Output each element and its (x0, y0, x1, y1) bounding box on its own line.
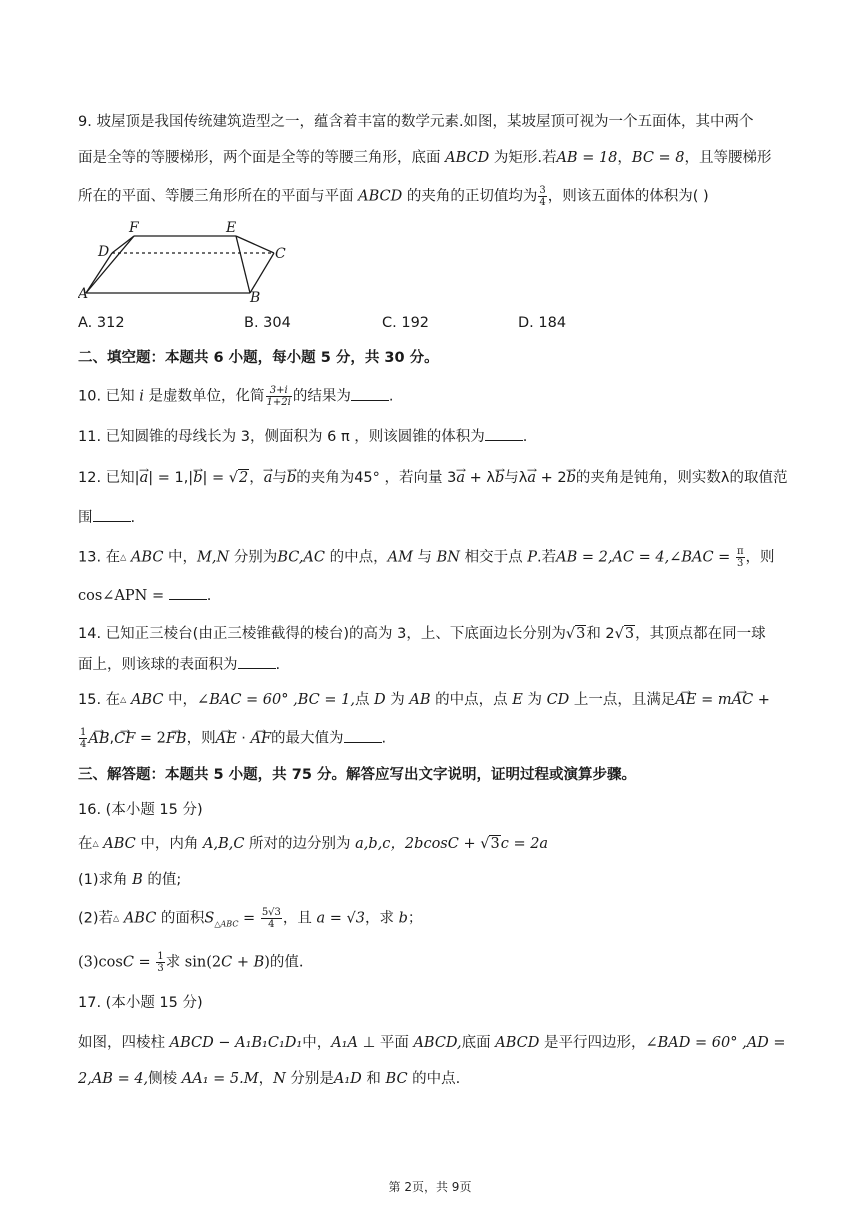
q16-c-3: C (221, 954, 233, 971)
q16-acond: a = √3 (316, 910, 366, 927)
q16-l1e: + (458, 836, 481, 852)
q16-part1 (78, 870, 786, 890)
q15-vec-ac: → AC (732, 692, 754, 708)
q17-l1b: 中， (302, 1035, 332, 1051)
q9-bc-value: BC = 8 (631, 150, 685, 166)
q16-c-2: C (122, 954, 134, 971)
q13-pi: π (736, 546, 744, 557)
label-a: A (78, 286, 89, 302)
q15-plus: + (753, 692, 770, 708)
q10-num: 3+i (266, 385, 292, 397)
q16-cos-fraction (156, 951, 164, 974)
q17-l2d: ， (258, 1071, 274, 1087)
q10-post: 的结果为 (292, 388, 351, 405)
q17-l2c: AA₁ = 5.M (181, 1071, 259, 1087)
q16-p2a: (2)若 (78, 910, 114, 927)
q9-text-3b: 的夹角的正切值均为 (406, 188, 538, 205)
q15-eq2: = 2 (135, 730, 166, 747)
triangle-icon: △ (120, 552, 127, 562)
q16-b-2: B (253, 954, 265, 971)
q13-mid3: 的中点， (329, 549, 388, 566)
q15-mid2: 点 (354, 692, 370, 708)
label-f: F (129, 220, 139, 236)
q15-then: ，则 (186, 730, 216, 747)
q10-end: . (388, 388, 394, 405)
q9-abcd: ABCD (445, 150, 490, 166)
q13-abc: ABC (130, 549, 164, 566)
option-c: C. 192 (382, 315, 430, 331)
label-d: D (98, 244, 110, 260)
q13-p: P (527, 549, 537, 566)
q15-end: . (381, 730, 387, 747)
q17-line2 (78, 1069, 786, 1089)
q16-l1a: 在 (78, 836, 93, 852)
q15-mid4: 的中点，点 (435, 692, 508, 708)
q15-e: E (512, 692, 523, 708)
q16-p3a: (3)cos (78, 954, 123, 971)
q12-vec-a4: → a (527, 470, 536, 486)
q16-area-fraction (261, 907, 282, 930)
q16-p3d: + (232, 954, 254, 971)
q15-fraction (79, 727, 87, 750)
q16-part2 (78, 907, 786, 934)
q15-vec-af: → AF (250, 731, 271, 747)
edge-af (86, 236, 134, 293)
q10-fraction (266, 385, 292, 408)
q17-l2b: 侧棱 (148, 1071, 178, 1087)
q12-blank (93, 507, 131, 522)
q16-l1c: 所对的边分别为 (249, 836, 351, 852)
q9-fraction (538, 185, 546, 208)
q11 (78, 426, 786, 447)
q14-and: 和 2 (586, 626, 615, 642)
q9-text-2c: ，且等腰梯形 (684, 150, 772, 166)
q15-vec-fb: → FB (166, 731, 187, 747)
q16-b: B (132, 872, 143, 888)
q16-p3c: 求 sin(2 (165, 954, 222, 971)
q9-ab-value: AB = 18 (556, 150, 618, 166)
label-e: E (226, 220, 237, 236)
q16-l1d: ，2bcos (390, 836, 448, 852)
q15-vec-ae2: → AE (216, 731, 237, 747)
q14-sqrt-3a: 3 (576, 626, 586, 642)
q15-mid5: 为 (527, 692, 542, 708)
q15-d: D (374, 692, 386, 708)
q14-line2 (78, 654, 786, 675)
q10 (78, 385, 786, 408)
q16-angles: A,B,C (202, 836, 245, 852)
section-3-heading: 三、解答题：本题共 5 小题，共 75 分。解答应写出文字说明，证明过程或演算步骤。 (78, 767, 636, 783)
q9-text-3a: 所在的平面、等腰三角形所在的平面与平面 (78, 188, 354, 205)
q9-frac-num: 3 (539, 185, 546, 196)
q9-text-1: 9. 坡屋顶是我国传统建筑造型之一，蕴含着丰富的数学元素.如图，某坡屋顶可视为一个五面体，其中两个 (78, 114, 754, 130)
q13-line2 (78, 585, 786, 606)
q17-l1a: 如图，四棱柱 (78, 1035, 165, 1051)
q17-l1g: 是平行四边形， (544, 1035, 646, 1051)
q16-part3 (78, 951, 786, 974)
q13-mid1: 中， (168, 549, 198, 566)
q16-s: S (204, 910, 215, 927)
q10-blank (351, 386, 389, 401)
q14-text-1b: ，其顶点都在同一球 (635, 626, 766, 642)
q12-plus-lb: + λ (465, 470, 495, 486)
q9-text-2a: 面是全等的等腰梯形，两个面是全等的等腰三角形，底面 (78, 150, 441, 166)
q14-sqrt-2: √3 (614, 626, 635, 642)
q12-sqrt-2: 2 (239, 470, 249, 486)
q13-mid6: .若 (536, 549, 557, 566)
q9-frac-den: 4 (539, 197, 546, 208)
q14-sqrt-1: √3 (565, 626, 586, 642)
q13-cond: AB = 2,AC = 4,∠BAC = (556, 549, 735, 566)
q16-p2e: b (398, 910, 408, 927)
q15-line1 (78, 690, 786, 710)
q15-cd: CD (546, 692, 570, 708)
q14-blank (238, 654, 276, 669)
q9-line3 (78, 185, 786, 208)
q16-c: C (447, 836, 459, 852)
triangle-icon: △ (92, 839, 99, 848)
q17-l2f: 分别是 (290, 1071, 334, 1087)
q15-four: 4 (80, 739, 87, 750)
q16-one: 1 (157, 951, 164, 962)
q13-mid5: 相交于点 (464, 549, 523, 566)
q12-mid4: 的夹角为45° ，若向量 3 (296, 470, 457, 486)
q15-vec-ab: → AB (88, 731, 109, 747)
q11-end: . (522, 429, 528, 445)
q11-blank (485, 426, 523, 441)
q16-p2f: ； (407, 910, 423, 927)
q12-vec-a3: → a (456, 470, 465, 486)
q13-fraction (736, 546, 745, 569)
q15-mid1: 中， (168, 692, 198, 708)
q13-line2-text: cos∠APN = (78, 588, 169, 604)
section-2-heading: 二、填空题：本题共 6 小题，每小题 5 分，共 30 分。 (78, 350, 439, 366)
q12-end: . (130, 510, 136, 526)
q17-l1c: ⊥ 平面 (357, 1035, 409, 1051)
label-c: C (275, 246, 286, 262)
q12-vec-b: → b (193, 470, 202, 486)
q17-a1a: A₁A (331, 1035, 358, 1051)
q12-vec-a: → a (140, 470, 149, 486)
q16-heading: 16. (本小题 15 分) (78, 802, 203, 818)
q13-pre: 13. 在 (78, 549, 121, 566)
q14-text-2: 面上，则该球的表面积为 (78, 657, 238, 673)
q15-dot: · (236, 730, 251, 747)
q16-fden: 4 (268, 919, 275, 930)
q13-blank (169, 585, 207, 600)
q16-fnum: 5√3 (261, 907, 281, 918)
q17-l2i: BC (385, 1071, 408, 1087)
q12-line2 (78, 507, 786, 528)
q16-p3b: = (133, 954, 156, 971)
q12-post: 的夹角是钝角，则实数λ的取值范 (575, 470, 788, 486)
q15-one: 1 (80, 727, 87, 738)
triangle-icon: △ (120, 695, 127, 704)
q17-l1h: ∠BAD = 60° ,AD = (645, 1035, 786, 1051)
q17-l2g: A₁D (333, 1071, 362, 1087)
q17-l1e: 底面 (461, 1035, 491, 1051)
q12-mid1: | = 1,| (148, 470, 194, 486)
q17-prism: ABCD − A₁B₁C₁D₁ (169, 1035, 303, 1051)
q12-line1 (78, 468, 786, 488)
q9-line2: 面是全等的等腰梯形，两个面是全等的等腰三角形，底面 ABCD 为矩形.若AB = 18，BC = 8，且等腰梯形 (78, 150, 772, 166)
q11-text: 11. 已知圆锥的母线长为 3，侧面积为 6 π ，则该圆锥的体积为 (78, 429, 485, 445)
q12-vec-b2: → b (287, 470, 296, 486)
q16-l1b: 中，内角 (140, 836, 199, 852)
q16-p2d: ，求 (365, 910, 395, 927)
option-a: A. 312 (78, 315, 125, 331)
q12-vec-b3: → b (495, 470, 504, 486)
q17-l2j: 的中点. (412, 1071, 461, 1087)
q16-eq: = (238, 910, 260, 927)
q12-mid2: | = (202, 470, 229, 486)
edge-df (112, 236, 134, 253)
edge-ec (236, 236, 274, 253)
q10-den: 1+2i (266, 397, 291, 408)
q15-line2: $\frac{1}{4}$ → AB,→ CF = 2→ FB，则→ AE · → AF的最大值为 . (78, 727, 786, 750)
q16-abc-2: ABC (123, 910, 157, 927)
q17-l2a: 2,AB = 4, (78, 1071, 149, 1087)
q12-mid3: ， (249, 470, 264, 486)
option-b: B. 304 (244, 315, 291, 331)
q15-ab: AB (409, 692, 431, 708)
q13-bn: BN (436, 549, 460, 566)
q17-l1d: ABCD, (413, 1035, 462, 1051)
triangle-icon: △ (113, 913, 120, 923)
q12-yu: 与 (272, 470, 287, 486)
q16-p2c: ，且 (282, 910, 312, 927)
q12-plus2: + 2 (536, 470, 567, 486)
q13-line1 (78, 546, 786, 569)
q16-p1a: (1)求角 (78, 872, 128, 888)
q17-l2e: N (273, 1071, 286, 1087)
q16-three: 3 (157, 963, 164, 974)
q13-am: AM (387, 549, 413, 566)
q15-vec-cf: → CF (114, 731, 135, 747)
q15-pre: 15. 在 (78, 692, 121, 708)
q15-mid6: 上一点，且满足 (573, 692, 676, 708)
q13-bcac: BC,AC (277, 549, 325, 566)
q10-pre: 10. 已知 (78, 388, 135, 405)
q17-l2h: 和 (366, 1071, 381, 1087)
page-footer: 第 2页，共 9页 (388, 1180, 472, 1194)
q16-p3e: )的值. (264, 954, 304, 971)
q16-p2b: 的面积 (160, 910, 205, 927)
q12-pre: 12. 已知| (78, 470, 140, 486)
q14-end: . (275, 657, 281, 673)
q16-line1 (78, 834, 786, 854)
q15-abc: ABC (130, 692, 164, 708)
q9-line1 (78, 112, 786, 132)
edge-eb (236, 236, 250, 293)
q15-mid3: 为 (390, 692, 405, 708)
q10-mid: 是虚数单位，化简 (148, 388, 265, 405)
q15-post: 的最大值为 (271, 730, 344, 747)
option-d: D. 184 (518, 315, 567, 331)
q13-post: ，则 (745, 549, 775, 566)
q13-mid4: 与 (417, 549, 433, 566)
q15-blank (344, 728, 382, 743)
q16-l1f: c = 2a (500, 836, 549, 852)
q9-roof-figure (78, 216, 294, 306)
q16-sqrt-3: 3 (490, 836, 500, 852)
q15-eq: = m (696, 692, 732, 708)
q15-vec-ae: → AE (675, 692, 696, 708)
q9-text-2b: 为矩形.若 (493, 150, 557, 166)
q10-i: i (139, 388, 144, 405)
q16-p1b: 的值; (147, 872, 182, 888)
q13-end: . (206, 588, 212, 604)
q17-line1 (78, 1033, 786, 1053)
q13-mid2: 分别为 (233, 549, 278, 566)
q12-vec-b4: → b (567, 470, 576, 486)
q16-sqrt: √3 (480, 836, 500, 852)
q14-sqrt-3b: 3 (624, 626, 635, 642)
q9-abcd-2: ABCD (358, 188, 403, 205)
q12-sqrt: √2 (228, 470, 249, 486)
edge-cb (250, 253, 274, 293)
q16-abc: ABC (103, 836, 136, 852)
q17-l1f: ABCD (495, 1035, 540, 1051)
q16-sides: a,b,c (355, 836, 391, 852)
q15-cond1: ∠BAC = 60° ,BC = 1, (197, 692, 355, 708)
q13-three: 3 (737, 558, 744, 569)
q12-line2-text: 围 (78, 510, 93, 526)
q13-mn: M,N (197, 549, 230, 566)
q17-heading: 17. (本小题 15 分) (78, 995, 203, 1011)
q12-vec-a2: → a (264, 470, 273, 486)
label-b: B (250, 290, 261, 306)
q14-text-1a: 14. 已知正三棱台(由正三棱锥截得的棱台)的高为 3，上、下底面边长分别为 (78, 626, 566, 642)
q9-text-3c: ，则该五面体的体积为( ) (547, 188, 709, 205)
q16-sub: △ABC (214, 919, 239, 929)
q12-yu2: 与λ (504, 470, 528, 486)
q14-line1 (78, 624, 786, 644)
